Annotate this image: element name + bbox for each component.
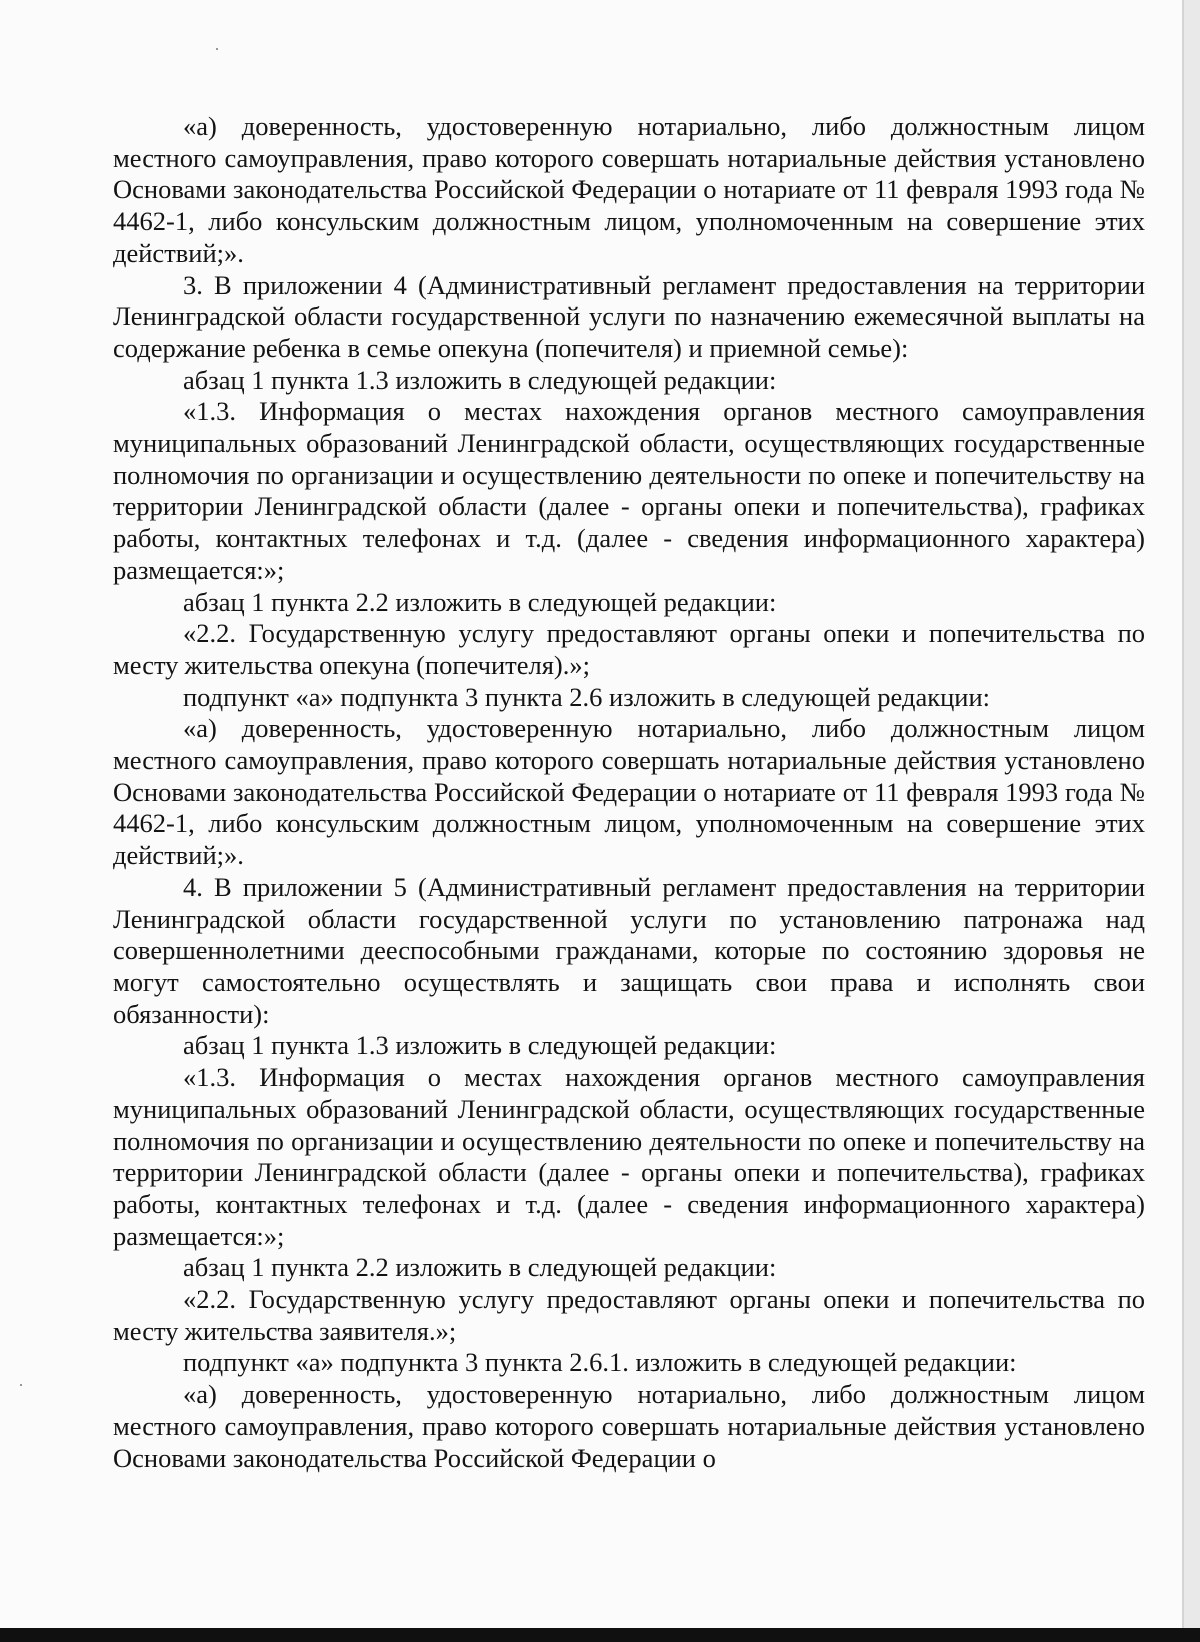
paragraph-power-of-attorney-2: «а) доверенность, удостоверенную нотариально, либо должностным лицом местного самоуправления, право которого совершать нотариальные действия установлено Основами законодательства Российской Федерации о нотариате от 11 февраля 1993 года № 4462-1, либо консульским должностным лицом, уполномоченным на совершение этих действий;».	[113, 713, 1145, 871]
paragraph-power-of-attorney-1: «а) доверенность, удостоверенную нотариально, либо должностным лицом местного самоуправления, право которого совершать нотариальные действия установлено Основами законодательства Российской Федерации о нотариате от 11 февраля 1993 года № 4462-1, либо консульским должностным лицом, уполномоченным на совершение этих действий;».	[113, 111, 1145, 268]
document-body	[113, 111, 1145, 1474]
paragraph-power-of-attorney-3: «а) доверенность, удостоверенную нотариально, либо должностным лицом местного самоуправления, право которого совершать нотариальные действия установлено Основами законодательства Российской Федерации о	[113, 1379, 1145, 1473]
paragraph-item-3-appendix-4: 3. В приложении 4 (Административный регламент предоставления на территории Ленинградской области государственной услуги по назначению ежемесячной выплаты на содержание ребенка в семье опекуна (попечителя) и приемной семье):	[113, 269, 1145, 363]
scan-right-edge	[1182, 0, 1200, 1642]
paragraph-amend-1-3-a: абзац 1 пункта 1.3 изложить в следующей редакции:	[183, 364, 777, 395]
paragraph-service-2-2-b: «2.2. Государственную услугу предоставляют органы опеки и попечительства по месту жительства заявителя.»;	[113, 1284, 1145, 1346]
scan-speck	[20, 1384, 22, 1386]
paragraph-info-1-3-b: «1.3. Информация о местах нахождения органов местного самоуправления муниципальных образований Ленинградской области, осуществляющих государственные полномочия по организации и осуществлению деятельности по опеке и попечительству на территории Ленинградской области (далее - органы опеки и попечительства), графиках работы, контактных телефонах и т.д. (далее - сведения информационного характера) размещается:»;	[113, 1062, 1145, 1251]
paragraph-info-1-3-a: «1.3. Информация о местах нахождения органов местного самоуправления муниципальных образований Ленинградской области, осуществляющих государственные полномочия по организации и осуществлению деятельности по опеке и попечительству на территории Ленинградской области (далее - органы опеки и попечительства), графиках работы, контактных телефонах и т.д. (далее - сведения информационного характера) размещается:»;	[113, 396, 1145, 585]
paragraph-item-4-appendix-5: 4. В приложении 5 (Административный регламент предоставления на территории Ленинградской области государственной услуги по установлению патронажа над совершеннолетними дееспособными гражданами, которые по состоянию здоровья не могут самостоятельно осуществлять и защищать свои права и исполнять свои обязанности):	[113, 871, 1145, 1029]
paragraph-amend-1-3-b: абзац 1 пункта 1.3 изложить в следующей редакции:	[183, 1030, 777, 1061]
paragraph-service-2-2-a: «2.2. Государственную услугу предоставляют органы опеки и попечительства по месту жительства опекуна (попечителя).»;	[113, 618, 1145, 680]
scan-speck	[216, 48, 218, 50]
scan-bottom-edge	[0, 1628, 1200, 1642]
paragraph-amend-2-2-b: абзац 1 пункта 2.2 изложить в следующей редакции:	[183, 1252, 777, 1283]
paragraph-amend-2-6: подпункт «а» подпункта 3 пункта 2.6 изложить в следующей редакции:	[183, 681, 990, 712]
paragraph-amend-2-6-1: подпункт «а» подпункта 3 пункта 2.6.1. изложить в следующей редакции:	[183, 1347, 1017, 1378]
paragraph-amend-2-2-a: абзац 1 пункта 2.2 изложить в следующей редакции:	[183, 586, 777, 617]
